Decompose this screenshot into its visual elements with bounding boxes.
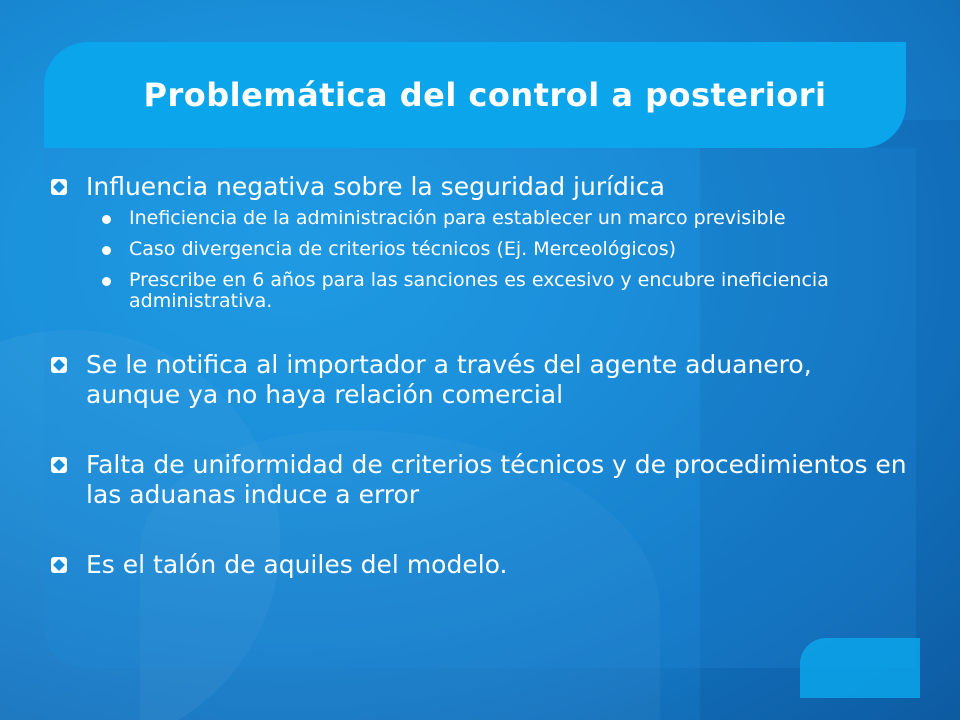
- dot-bullet-icon: [102, 246, 111, 255]
- bullet-list: [50, 172, 910, 580]
- square-diamond-bullet-icon: [50, 456, 68, 474]
- sub-bullet-item: [86, 239, 910, 260]
- square-diamond-bullet-icon: [50, 556, 68, 574]
- bullet-text: Influencia negativa sobre la seguridad jurídica: [86, 172, 665, 201]
- bullet-item: [50, 172, 910, 312]
- sub-bullet-item: [86, 208, 910, 229]
- sub-bullet-text: Prescribe en 6 años para las sanciones es excesivo y encubre ineficiencia administrativa.: [129, 269, 829, 312]
- sub-bullet-list: [86, 208, 910, 312]
- corner-decoration: [800, 638, 920, 698]
- square-diamond-bullet-icon: [50, 178, 68, 196]
- bullet-text: Se le notifica al importador a través del agente aduanero, aunque ya no haya relación comercial: [86, 350, 812, 409]
- dot-bullet-icon: [102, 277, 111, 286]
- sub-bullet-text: Ineficiencia de la administración para establecer un marco previsible: [129, 207, 786, 229]
- bullet-item: [50, 550, 910, 580]
- sub-bullet-text: Caso divergencia de criterios técnicos (Ej. Merceológicos): [129, 238, 677, 260]
- bullet-item: [50, 450, 910, 510]
- bullet-item: [50, 350, 910, 410]
- bullet-text: Falta de uniformidad de criterios técnicos y de procedimientos en las aduanas induce a error: [86, 450, 907, 509]
- dot-bullet-icon: [102, 215, 111, 224]
- square-diamond-bullet-icon: [50, 356, 68, 374]
- slide-title: Problemática del control a posteriori: [143, 76, 827, 114]
- bullet-text: Es el talón de aquiles del modelo.: [86, 550, 508, 579]
- sub-bullet-item: [86, 270, 910, 312]
- title-bar: [44, 42, 906, 148]
